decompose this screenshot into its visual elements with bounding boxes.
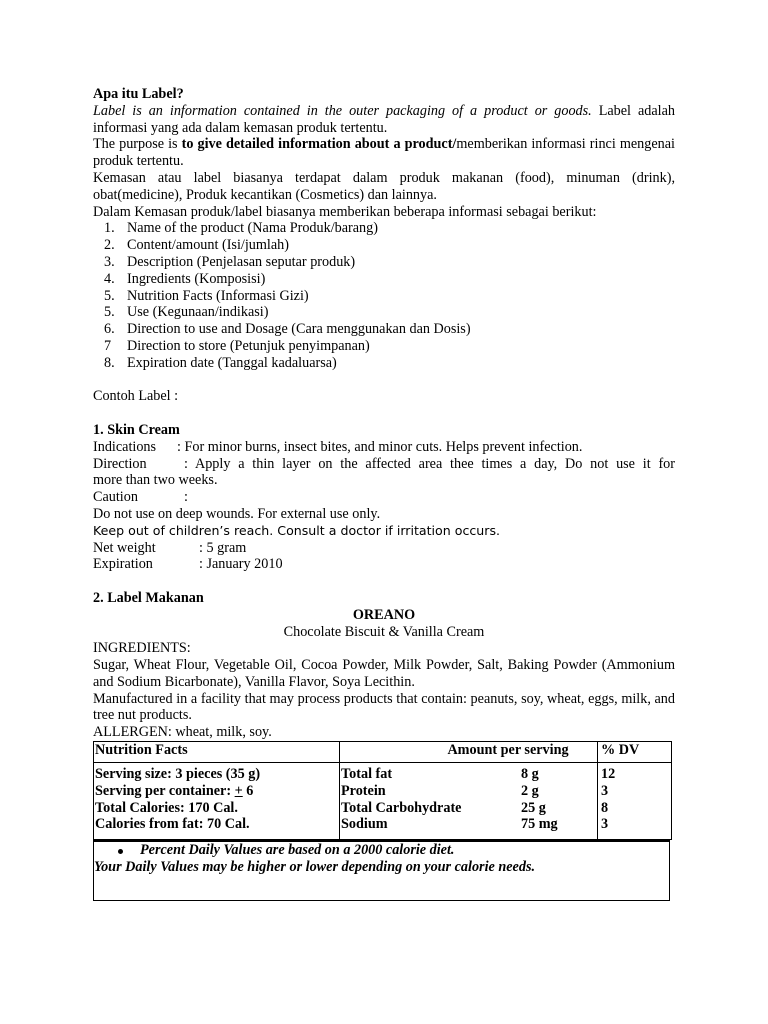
list-item: 2. Content/amount (Isi/jumlah) [104,237,289,254]
ingredients-text: Sugar, Wheat Flour, Vegetable Oil, Cocoa Powder, Milk Powder, Salt, Baking Powder (Ammonium and Sodium Bicarbonate), Vanilla Flavor, Soya Lecithin. [93,657,675,690]
list-item: 5. Use (Kegunaan/indikasi) [104,304,269,321]
list-item: 5. Nutrition Facts (Informasi Gizi) [104,287,309,304]
nutrients-cell: Total fat Protein Total Carbohydrate Sodium 8 g 2 g 25 g 75 mg [340,763,598,840]
purpose-bold: to give detailed information about a product/ [181,136,457,153]
definition-rest: Label adalah informasi yang ada dalam kemasan produk tertentu. [93,102,675,136]
footnote-bullet-line: Percent Daily Values are based on a 2000 calorie diet. [94,842,669,859]
caution-row: Caution : [93,489,188,506]
amount-header: Amount per serving [340,742,598,763]
heading-apa-itu-label: Apa itu Label? [93,86,184,102]
dv-header: % DV [598,742,672,763]
expiration-row: Expiration : January 2010 [93,556,283,573]
list-item: 3. Description (Penjelasan seputar produk) [104,253,356,270]
purpose-paragraph [93,136,675,170]
list-item: 1. Name of the product (Nama Produk/barang) [104,220,378,237]
skin-cream-heading: 1. Skin Cream [93,421,180,438]
manufactured-text: Manufactured in a facility that may process products that contain: peanuts, soy, wheat, eggs, milk, and tree nut products. [93,690,675,724]
serving-info-cell: Serving size: 3 pieces (35 g) Serving per container: + 6 Total Calories: 170 Cal. Calories from fat: 70 Cal. [94,763,340,840]
label-definition [93,103,675,137]
info-list [93,220,675,371]
product-name: Chocolate Biscuit & Vanilla Cream [283,623,485,640]
document-page [93,86,675,901]
direction-continued: more than two weeks. [93,472,218,489]
ingredients-heading: INGREDIENTS: [93,640,191,657]
kemasan-paragraph: Kemasan atau label biasanya terdapat dalam produk makanan (food), minuman (drink), obat(medicine), Produk kecantikan (Cosmetics) dan lainnya. [93,169,675,203]
contoh-label: Contoh Label : [93,388,179,405]
list-item: 6. Direction to use and Dosage (Cara menggunakan dan Dosis) [104,321,471,338]
list-item: 8. Expiration date (Tanggal kadaluarsa) [104,354,337,371]
footnote-line-2: Your Daily Values may be higher or lower depending on your calorie needs. [94,859,536,876]
definition-italic: Label is an information contained in the outer packaging of a product or goods. [93,102,592,119]
dv-cell: 12 3 8 3 [598,763,672,840]
net-weight-row: Net weight : 5 gram [93,539,247,556]
caution-text: Do not use on deep wounds. For external use only. [93,505,381,522]
indications-row: Indications : For minor burns, insect bites, and minor cuts. Helps prevent infection. [93,438,583,455]
list-item: 7 Direction to store (Petunjuk penyimpanan) [104,337,370,354]
direction-row: Direction : Apply a thin layer on the affected area thee times a day, Do not use it for [93,455,675,472]
keep-out-text: Keep out of children’s reach. Consult a doctor if irritation occurs. [93,522,501,538]
dalam-paragraph: Dalam Kemasan produk/label biasanya memberikan beberapa informasi sebagai berikut: [93,203,597,220]
allergen-text: ALLERGEN: wheat, milk, soy. [93,724,272,741]
list-item: 4. Ingredients (Komposisi) [104,270,266,287]
brand-name: OREANO [352,606,416,623]
nutrition-table [93,741,672,840]
purpose-rest: memberikan informasi rinci mengenai produk tertentu. [93,136,675,170]
label-makanan-heading: 2. Label Makanan [93,589,204,606]
nutrition-facts-header: Nutrition Facts [94,742,340,763]
purpose-pre: The purpose is [93,136,182,153]
nutrition-footnote [93,840,670,901]
